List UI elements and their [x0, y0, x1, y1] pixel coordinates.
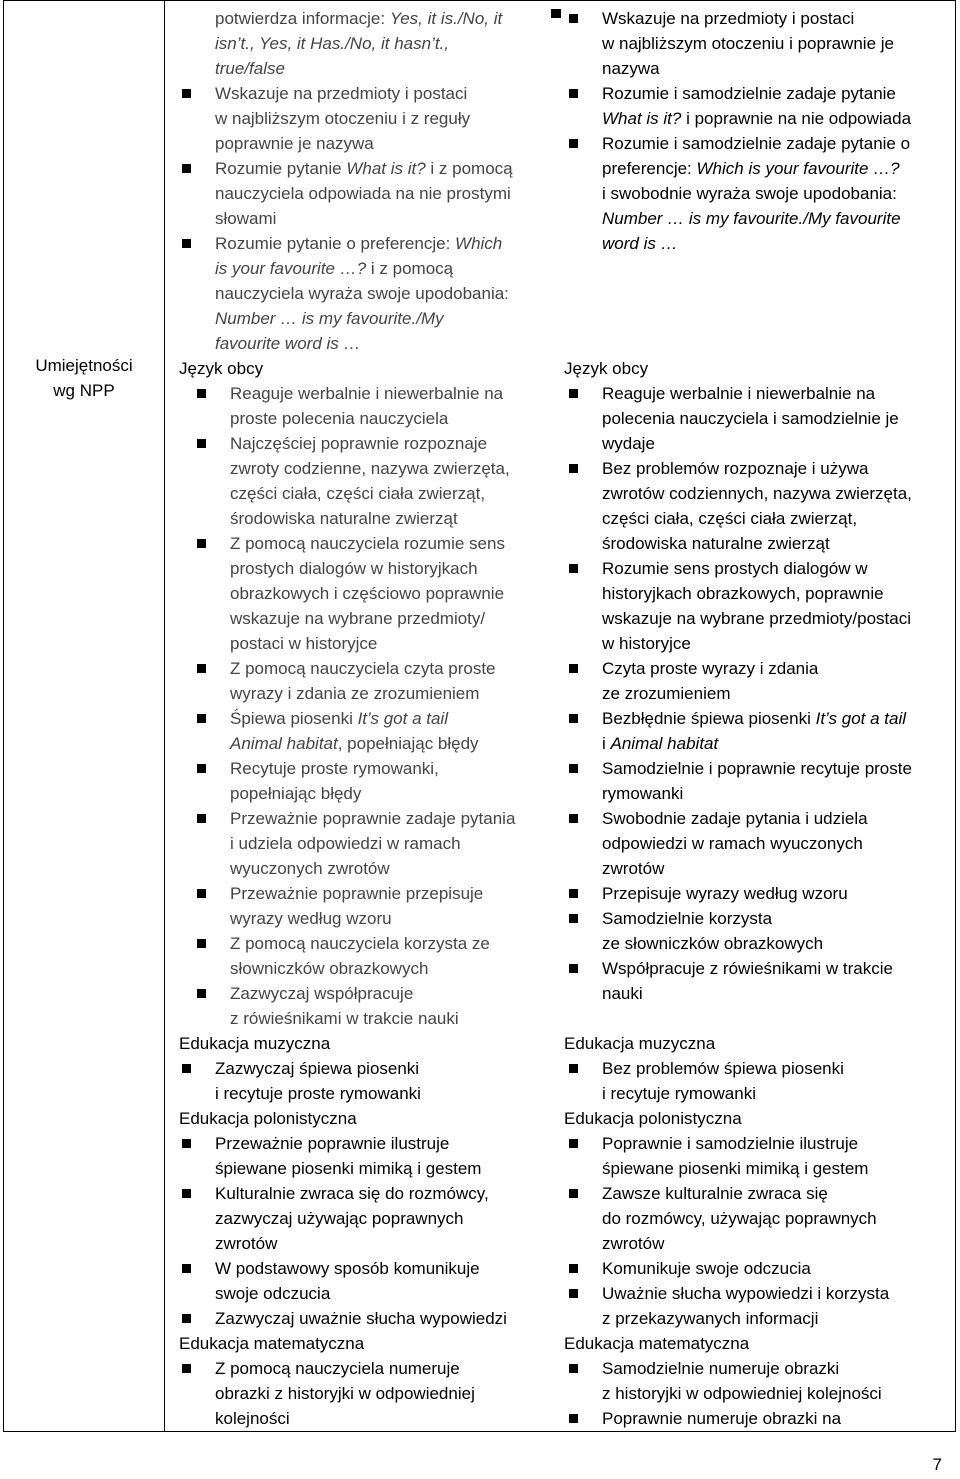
list-line: [176, 906, 546, 931]
list-line: [176, 206, 546, 231]
list-text: favourite word is …: [215, 334, 361, 353]
list-text: odpowiedzi w ramach wyuczonych: [602, 834, 863, 853]
list-text: Przeważnie poprawnie przepisuje: [230, 884, 484, 903]
list-line: [176, 856, 546, 881]
list-text: Uważnie słucha wypowiedzi i korzysta: [602, 1284, 890, 1303]
list-text: is your favourite …?: [215, 259, 367, 278]
bullet-icon: [569, 1264, 578, 1273]
list-line: [176, 281, 546, 306]
list-text: zwrotów: [215, 1234, 278, 1253]
list-line: [564, 6, 954, 31]
list-line: [176, 1081, 546, 1106]
bullet-icon: [182, 1139, 191, 1148]
list-line: [176, 6, 546, 31]
list-line: [176, 1231, 546, 1256]
list-line: [176, 756, 546, 781]
list-line: [176, 581, 546, 606]
bullet-icon: [569, 964, 578, 973]
list-line: [564, 556, 954, 581]
list-text: Reaguje werbalnie i niewerbalnie na: [230, 384, 504, 403]
list-line: [176, 706, 546, 731]
list-text: Rozumie i samodzielnie zadaje pytanie: [602, 84, 896, 103]
list-line: [564, 1381, 954, 1406]
bullet-icon: [569, 14, 578, 23]
list-text: Czyta proste wyrazy i zdania: [602, 659, 819, 678]
list-text: Z pomocą nauczyciela korzysta ze: [230, 934, 490, 953]
list-line: [176, 1356, 546, 1381]
bullet-icon: [569, 814, 578, 823]
list-text: Bez problemów śpiewa piosenki: [602, 1059, 844, 1078]
bullet-icon: [197, 714, 206, 723]
list-text: i swobodnie wyraża swoje upodobania:: [602, 184, 897, 203]
section-heading-text: Edukacja muzyczna: [564, 1034, 716, 1053]
list-line: [176, 1281, 546, 1306]
list-line: [176, 881, 546, 906]
list-line: [564, 806, 954, 831]
list-text: Rozumie pytanie o preferencje:: [215, 234, 456, 253]
list-text: zwrotów: [602, 1234, 665, 1253]
list-line: [176, 831, 546, 856]
list-line: [564, 481, 954, 506]
list-line: [176, 456, 546, 481]
list-text: Bezbłędnie śpiewa piosenki: [602, 709, 816, 728]
list-text: postaci w historyjce: [230, 634, 378, 653]
list-text: Samodzielnie numeruje obrazki: [602, 1359, 840, 1378]
list-text: polecenia nauczyciela i samodzielnie je: [602, 409, 899, 428]
bullet-icon: [182, 1064, 191, 1073]
list-text: W podstawowy sposób komunikuje: [215, 1259, 480, 1278]
section-heading: [564, 1331, 954, 1356]
list-text: obrazki z historyjki w odpowiedniej: [215, 1384, 475, 1403]
list-line: [564, 1156, 954, 1181]
list-text: isn’t., Yes, it Has./No, it hasn’t.,: [215, 34, 450, 53]
list-line: [176, 956, 546, 981]
list-text: środowiska naturalne zwierząt: [602, 534, 830, 553]
list-line: [176, 81, 546, 106]
list-text: Wskazuje na przedmioty i postaci: [602, 9, 855, 28]
bullet-icon: [182, 1314, 191, 1323]
bullet-icon: [197, 889, 206, 898]
list-line: [176, 56, 546, 81]
list-line: [176, 806, 546, 831]
list-line: [564, 156, 954, 181]
list-text: Z pomocą nauczyciela rozumie sens: [230, 534, 505, 553]
list-text: wyrazy i zdania ze zrozumieniem: [230, 684, 480, 703]
column-divider: [551, 9, 561, 18]
list-line: [176, 31, 546, 56]
row-label-line: Umiejętności: [35, 356, 133, 375]
bullet-icon: [569, 1064, 578, 1073]
list-text: obrazkowych i częściowo poprawnie: [230, 584, 505, 603]
bullet-icon: [569, 564, 578, 573]
bullet-icon: [197, 814, 206, 823]
list-line: [176, 1206, 546, 1231]
bullet-icon: [197, 439, 206, 448]
list-line: [564, 1181, 954, 1206]
list-line: [564, 956, 954, 981]
list-text: historyjkach obrazkowych, poprawnie: [602, 584, 884, 603]
bullet-icon: [569, 1414, 578, 1423]
bullet-icon: [569, 664, 578, 673]
list-line: [564, 981, 954, 1006]
list-line: [564, 81, 954, 106]
section-heading: [564, 1106, 954, 1131]
list-text: poprawnie je nazywa: [215, 134, 374, 153]
list-text: i recytuje proste rymowanki: [215, 1084, 421, 1103]
row-label-line: wg NPP: [53, 381, 115, 400]
list-text: ze zrozumieniem: [602, 684, 731, 703]
list-line: [564, 1081, 954, 1106]
list-line: [176, 306, 546, 331]
list-line: [564, 831, 954, 856]
list-line: [176, 531, 546, 556]
list-text: Reaguje werbalnie i niewerbalnie na: [602, 384, 876, 403]
list-line: [564, 506, 954, 531]
list-line: [564, 256, 954, 281]
bullet-icon: [182, 1364, 191, 1373]
bullet-icon: [569, 764, 578, 773]
list-line: [564, 1056, 954, 1081]
list-line: [564, 181, 954, 206]
list-line: [564, 1256, 954, 1281]
list-line: [176, 381, 546, 406]
list-line: [564, 206, 954, 231]
list-line: [564, 881, 954, 906]
list-text: wyuczonych zwrotów: [230, 859, 390, 878]
bullet-icon: [569, 89, 578, 98]
section-heading: [564, 1031, 954, 1056]
bullet-icon: [569, 464, 578, 473]
list-text: nauczyciela odpowiada na nie prostymi: [215, 184, 511, 203]
list-line: [564, 781, 954, 806]
list-line: [176, 1181, 546, 1206]
list-text: Rozumie sens prostych dialogów w: [602, 559, 868, 578]
list-line: [176, 781, 546, 806]
list-line: [176, 556, 546, 581]
list-line: [176, 256, 546, 281]
list-text: nazywa: [602, 59, 660, 78]
list-text: i udziela odpowiedzi w ramach: [230, 834, 461, 853]
list-line: [176, 1131, 546, 1156]
list-line: [176, 1381, 546, 1406]
section-heading: [564, 356, 954, 381]
list-text: Poprawnie numeruje obrazki na: [602, 1409, 842, 1428]
list-text: nauki: [602, 984, 643, 1003]
list-text: prostych dialogów w historyjkach: [230, 559, 478, 578]
list-text: Współpracuje z rówieśnikami w trakcie: [602, 959, 893, 978]
list-text: ze słowniczków obrazkowych: [602, 934, 824, 953]
list-text: zwroty codzienne, nazywa zwierzęta,: [230, 459, 510, 478]
bullet-icon: [569, 914, 578, 923]
list-text: rymowanki: [602, 784, 684, 803]
section-heading: [176, 1106, 546, 1131]
section-heading-text: Edukacja polonistyczna: [179, 1109, 357, 1128]
list-text: Zazwyczaj uważnie słucha wypowiedzi: [215, 1309, 507, 1328]
list-text-tail: i z pomocą: [425, 159, 513, 178]
list-line: [564, 306, 954, 331]
column-good: [564, 6, 954, 1431]
list-line: [564, 31, 954, 56]
list-line: [176, 1406, 546, 1431]
list-line: [564, 681, 954, 706]
list-text: Zazwyczaj współpracuje: [230, 984, 414, 1003]
list-line: [564, 131, 954, 156]
list-text: Z pomocą nauczyciela czyta proste: [230, 659, 496, 678]
section-heading: [176, 1331, 546, 1356]
column-sufficient: [176, 6, 546, 1431]
list-text: proste polecenia nauczyciela: [230, 409, 449, 428]
list-line: [564, 1356, 954, 1381]
list-text: nauczyciela wyraża swoje upodobania:: [215, 284, 509, 303]
list-text: Samodzielnie korzysta: [602, 909, 773, 928]
bullet-icon: [197, 764, 206, 773]
list-line: [564, 1281, 954, 1306]
list-text: Wskazuje na przedmioty i postaci: [215, 84, 468, 103]
list-line: [564, 456, 954, 481]
list-text: i recytuje rymowanki: [602, 1084, 756, 1103]
list-text: wskazuje na wybrane przedmioty/: [230, 609, 486, 628]
list-line: [564, 1006, 954, 1031]
list-line: [564, 431, 954, 456]
list-text: word is …: [602, 234, 678, 253]
bullet-icon: [197, 389, 206, 398]
list-text: do rozmówcy, używając poprawnych: [602, 1209, 877, 1228]
list-text-emphasis: Which: [455, 234, 503, 253]
list-text: śpiewane piosenki mimiką i gestem: [215, 1159, 482, 1178]
list-line: [564, 1131, 954, 1156]
list-text: Number … is my favourite./My: [215, 309, 444, 328]
list-line: [564, 331, 954, 356]
bullet-icon: [197, 539, 206, 548]
list-text: Zazwyczaj śpiewa piosenki: [215, 1059, 420, 1078]
list-text: w historyjce: [602, 634, 691, 653]
list-text: Recytuje proste rymowanki,: [230, 759, 439, 778]
bullet-icon: [569, 389, 578, 398]
list-text: swoje odczucia: [215, 1284, 331, 1303]
bullet-icon: [182, 1189, 191, 1198]
list-text: Bez problemów rozpoznaje i używa: [602, 459, 869, 478]
list-line: [564, 1206, 954, 1231]
section-heading-text: Edukacja matematyczna: [564, 1334, 750, 1353]
list-line: [564, 381, 954, 406]
list-line: [176, 431, 546, 456]
list-line: [564, 1231, 954, 1256]
list-text: potwierdza informacje:: [215, 9, 390, 28]
list-line: [564, 856, 954, 881]
bullet-icon: [569, 714, 578, 723]
list-text: w najbliższym otoczeniu i poprawnie je: [602, 34, 894, 53]
bullet-icon: [197, 664, 206, 673]
section-heading-text: Edukacja polonistyczna: [564, 1109, 742, 1128]
list-text: środowiska naturalne zwierząt: [230, 509, 458, 528]
list-line: [564, 406, 954, 431]
list-line: [564, 606, 954, 631]
list-text-emphasis: Yes, it is./No, it: [389, 9, 503, 28]
list-text: z przekazywanych informacji: [602, 1309, 819, 1328]
list-line: [564, 931, 954, 956]
list-text: Komunikuje swoje odczucia: [602, 1259, 811, 1278]
list-text: zazwyczaj używając poprawnych: [215, 1209, 464, 1228]
section-heading: [176, 356, 546, 381]
list-text: w najbliższym otoczeniu i z reguły: [215, 109, 471, 128]
list-text: części ciała, części ciała zwierząt,: [602, 509, 858, 528]
list-line: [176, 181, 546, 206]
list-line: [176, 481, 546, 506]
list-line: [564, 631, 954, 656]
list-line: [176, 331, 546, 356]
list-text: preferencje:: [602, 159, 697, 178]
list-text: Poprawnie i samodzielnie ilustruje: [602, 1134, 859, 1153]
list-line: [176, 406, 546, 431]
list-line: [176, 1056, 546, 1081]
list-text: wydaje: [602, 434, 655, 453]
list-line: [564, 531, 954, 556]
bullet-icon: [569, 1139, 578, 1148]
list-text: kolejności: [215, 1409, 290, 1428]
section-heading-text: Edukacja muzyczna: [179, 1034, 331, 1053]
list-line: [564, 706, 954, 731]
list-text-emphasis: It’s got a tail: [815, 709, 906, 728]
list-text: i: [602, 734, 611, 753]
list-text-emphasis: What is it?: [346, 159, 426, 178]
list-text-emphasis: i poprawnie na nie odpowiada: [681, 109, 912, 128]
list-text: Number … is my favourite./My favourite: [602, 209, 901, 228]
list-line: [564, 656, 954, 681]
list-text: z rówieśnikami w trakcie nauki: [230, 1009, 459, 1028]
section-heading: [176, 1031, 546, 1056]
list-line: [564, 56, 954, 81]
list-text: Rozumie i samodzielnie zadaje pytanie o: [602, 134, 911, 153]
list-text: śpiewane piosenki mimiką i gestem: [602, 1159, 869, 1178]
list-line: [176, 731, 546, 756]
bullet-icon: [569, 139, 578, 148]
list-line: [176, 606, 546, 631]
list-text-emphasis: It’s got a tail: [357, 709, 448, 728]
list-line: [176, 981, 546, 1006]
bullet-icon: [182, 89, 191, 98]
list-line: [176, 506, 546, 531]
list-text: wyrazy według wzoru: [230, 909, 392, 928]
bullet-icon: [197, 939, 206, 948]
list-text: Animal habitat: [230, 734, 338, 753]
list-text: Zawsze kulturalnie zwraca się: [602, 1184, 828, 1203]
section-heading-text: Język obcy: [564, 359, 649, 378]
list-text: What is it?: [602, 109, 682, 128]
list-line: [564, 581, 954, 606]
list-line: [564, 906, 954, 931]
list-text: popełniając błędy: [230, 784, 362, 803]
list-text: Rozumie pytanie: [215, 159, 347, 178]
page-number: 7: [932, 1455, 942, 1474]
list-text: Kulturalnie zwraca się do rozmówcy,: [215, 1184, 489, 1203]
section-heading-text: Edukacja matematyczna: [179, 1334, 365, 1353]
bullet-icon: [569, 1364, 578, 1373]
list-line: [176, 631, 546, 656]
list-line: [564, 106, 954, 131]
list-text: Z pomocą nauczyciela numeruje: [215, 1359, 460, 1378]
bullet-icon: [182, 164, 191, 173]
list-text-emphasis: Which is your favourite …?: [696, 159, 900, 178]
list-line: [176, 931, 546, 956]
list-line: [176, 156, 546, 181]
bullet-icon: [182, 239, 191, 248]
list-line: [176, 1306, 546, 1331]
list-line: [564, 731, 954, 756]
list-text: Śpiewa piosenki: [230, 709, 358, 728]
list-text: zwrotów: [602, 859, 665, 878]
list-line: [564, 756, 954, 781]
list-line: [176, 231, 546, 256]
list-line: [176, 656, 546, 681]
list-text: wskazuje na wybrane przedmioty/postaci: [602, 609, 911, 628]
bullet-icon: [569, 889, 578, 898]
list-text: z historyjki w odpowiedniej kolejności: [602, 1384, 882, 1403]
list-line: [176, 131, 546, 156]
list-line: [564, 1406, 954, 1431]
list-line: [564, 281, 954, 306]
list-text-emphasis: Animal habitat: [610, 734, 719, 753]
bullet-icon: [569, 1189, 578, 1198]
list-text: Przeważnie poprawnie ilustruje: [215, 1134, 450, 1153]
list-text-tail: i z pomocą: [366, 259, 454, 278]
list-text: Przeważnie poprawnie zadaje pytania: [230, 809, 516, 828]
list-text: Swobodnie zadaje pytania i udziela: [602, 809, 868, 828]
list-line: [176, 1006, 546, 1031]
list-text: słowniczków obrazkowych: [230, 959, 429, 978]
list-line: [564, 1306, 954, 1331]
bullet-icon: [182, 1264, 191, 1273]
list-text: słowami: [215, 209, 277, 228]
column-divider: [164, 1, 165, 1431]
list-text: Przepisuje wyrazy według wzoru: [602, 884, 848, 903]
list-line: [564, 231, 954, 256]
list-line: [176, 106, 546, 131]
list-text: Samodzielnie i poprawnie recytuje proste: [602, 759, 912, 778]
list-text: części ciała, części ciała zwierząt,: [230, 484, 486, 503]
competency-table: [3, 0, 956, 1432]
list-text: zwrotów codziennych, nazywa zwierzęta,: [602, 484, 912, 503]
row-label: [4, 353, 164, 403]
list-text: true/false: [215, 59, 285, 78]
bullet-icon: [197, 989, 206, 998]
list-line: [176, 681, 546, 706]
list-text: Najczęściej poprawnie rozpoznaje: [230, 434, 488, 453]
list-line: [176, 1256, 546, 1281]
list-text-emphasis: , popełniając błędy: [337, 734, 479, 753]
list-line: [176, 1156, 546, 1181]
section-heading-text: Język obcy: [179, 359, 264, 378]
bullet-icon: [569, 1289, 578, 1298]
